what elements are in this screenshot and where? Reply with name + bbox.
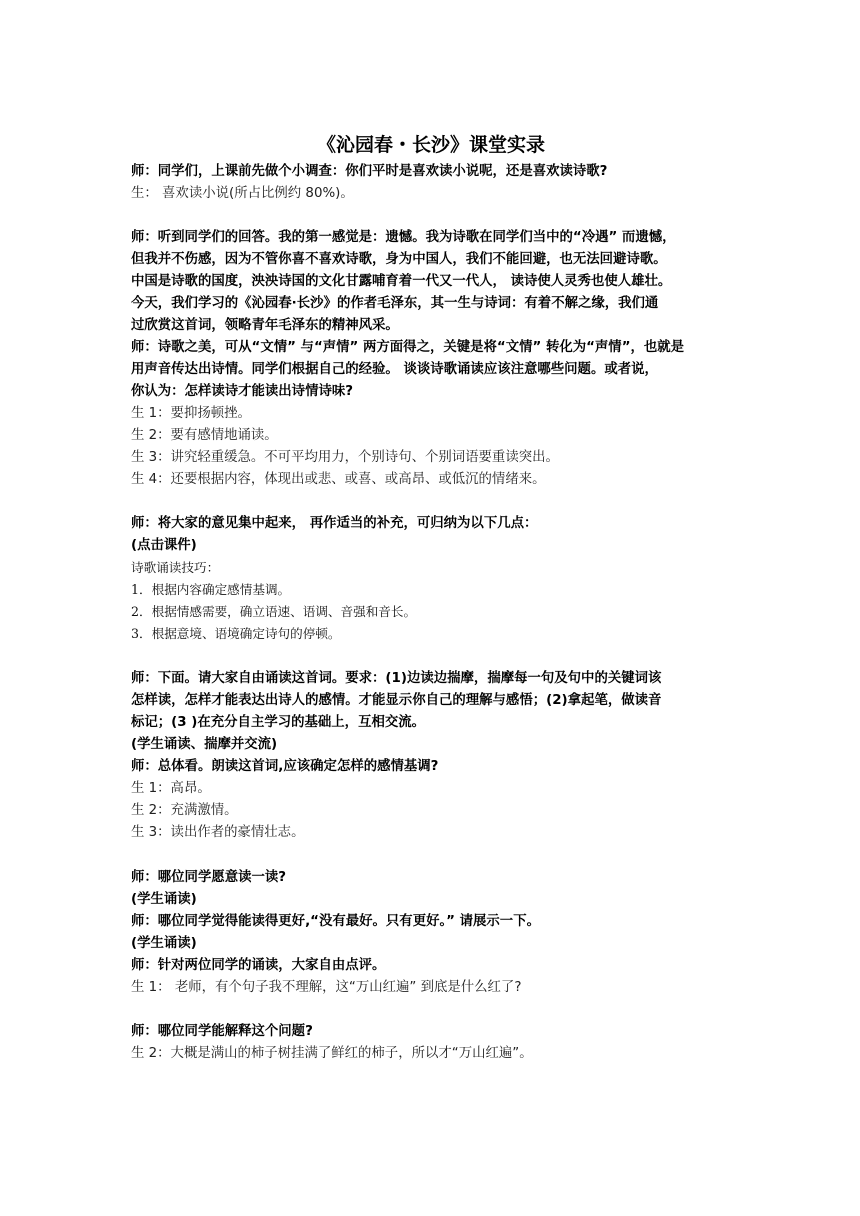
text-line: 2．根据情感需要，确立语速、语调、音强和音长。	[131, 604, 417, 619]
text-line: (学生诵读、揣摩并交流)	[131, 737, 278, 752]
text-line: 师：总体看。朗读这首词,应该确定怎样的感情基调?	[131, 759, 439, 774]
text-line: 1．根据内容确定感情基调。	[131, 582, 291, 597]
text-line: 生 3：读出作者的豪情壮志。	[131, 825, 305, 840]
text-line: 生 3：讲究轻重缓急。不可平均用力，个别诗句、个别词语要重读突出。	[131, 450, 559, 465]
text-line: 标记；(3 )在充分自主学习的基础上，互相交流。	[131, 715, 426, 730]
text-line: 师：将大家的意见集中起来， 再作适当的补充，可归纳为以下几点：	[131, 516, 538, 531]
text-line: 怎样读，怎样才能表达出诗人的感情。才能显示你自己的理解与感悟；(2)拿起笔，做读音	[131, 693, 662, 708]
text-line: 生 4：还要根据内容，体现出或悲、或喜、或高昂、或低沉的情绪来。	[131, 472, 546, 487]
text-line: 但我并不伤感，因为不管你喜不喜欢诗歌，身为中国人，我们不能回避，也无法回避诗歌。	[131, 252, 667, 267]
text-line: 诗歌诵读技巧：	[131, 560, 220, 575]
text-line: 生 1： 老师，有个句子我不理解，这“万山红遍” 到底是什么红了?	[131, 980, 522, 995]
text-line: 生 2：充满激情。	[131, 803, 238, 818]
text-line: 师：哪位同学能解释这个问题?	[131, 1024, 313, 1039]
text-line: 师：诗歌之美，可从“文情” 与“声情” 两方面得之，关键是将“文情” 转化为“声情”，也就是	[131, 340, 685, 355]
text-line: 师：同学们，上课前先做个小调查：你们平时是喜欢读小说呢，还是喜欢读诗歌?	[131, 164, 608, 179]
text-line: 师：下面。请大家自由诵读这首词。要求：(1)边读边揣摩，揣摩每一句及句中的关键词该	[131, 671, 662, 686]
text-line: 生 1：要抑扬顿挫。	[131, 406, 251, 421]
text-line: (学生诵读)	[131, 892, 197, 907]
text-line: 师：哪位同学觉得能读得更好,“没有最好。只有更好。” 请展示一下。	[131, 914, 540, 929]
text-line: 师：听到同学们的回答。我的第一感觉是：遗憾。我为诗歌在同学们当中的“冷遇” 而遗憾，	[131, 230, 676, 245]
text-line: 师：针对两位同学的诵读，大家自由点评。	[131, 958, 386, 973]
text-line: 生： 喜欢读小说(所占比例约 80%)。	[131, 186, 354, 201]
text-line: 生 2：要有感情地诵读。	[131, 428, 278, 443]
text-line: 生 1：高昂。	[131, 781, 211, 796]
text-line: 过欣赏这首词，领略青年毛泽东的精神风采。	[131, 318, 399, 333]
text-line: 你认为：怎样读诗才能读出诗情诗味?	[131, 384, 354, 399]
text-line: 生 2：大概是满山的柿子树挂满了鲜红的柿子，所以才“万山红遍”。	[131, 1046, 533, 1061]
text-line: 中国是诗歌的国度，泱泱诗国的文化甘露哺育着一代又一代人， 读诗使人灵秀也使人雄壮。	[131, 274, 672, 289]
text-line: 师：哪位同学愿意读一读?	[131, 870, 287, 885]
text-line: (学生诵读)	[131, 936, 197, 951]
text-line: 今天，我们学习的《沁园春·长沙》的作者毛泽东，其一生与诗词：有着不解之缘，我们通	[131, 296, 659, 311]
text-line: 用声音传达出诗情。同学们根据自己的经验。 谈谈诗歌诵读应该注意哪些问题。或者说，	[131, 362, 658, 377]
text-line: 3．根据意境、语境确定诗句的停顿。	[131, 626, 341, 641]
text-line: (点击课件)	[131, 538, 197, 553]
document-title: 《沁园春・长沙》课堂实录	[316, 134, 545, 156]
